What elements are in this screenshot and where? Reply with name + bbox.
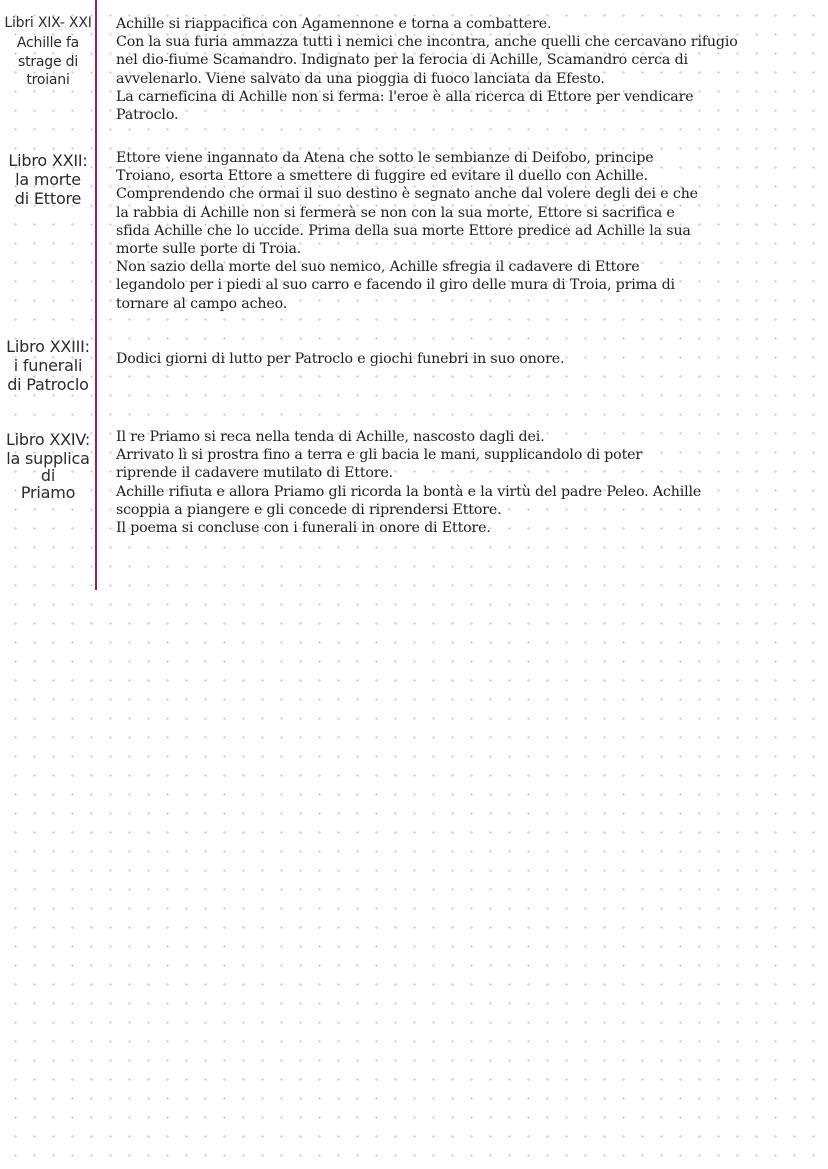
label-line: Libro XXII: (8, 151, 88, 170)
text-line: tornare al campo acheo. (116, 295, 288, 312)
label-line: la supplica (6, 449, 90, 468)
section-text (116, 149, 822, 313)
text-line: La carneficina di Achille non si ferma: l'eroe è alla ricerca di Ettore per vendicare (116, 88, 694, 105)
section-text (116, 428, 822, 537)
label-line: troiani (26, 72, 70, 88)
text-line: Achille si riappacifica con Agamennone e torna a combattere. (116, 16, 552, 32)
label-line: di Ettore (14, 189, 82, 208)
label-line: Libro XXIII: (6, 337, 90, 356)
text-line: Il poema si concluse con i funerali in onore di Ettore. (116, 520, 491, 537)
text-line: legandolo per i piedi al suo carro e facendo il giro delle mura di Troia, prima di (116, 277, 675, 294)
text-line: la rabbia di Achille non si fermerà se non con la sua morte, Ettore si sacrifica e (116, 204, 675, 221)
text-line: Non sazio della morte del suo nemico, Achille sfregia il cadavere di Ettore (116, 259, 640, 276)
label-line: la morte (15, 170, 81, 189)
section-label (2, 14, 94, 89)
label-line: Achille fa (16, 35, 80, 51)
text-line: riprende il cadavere mutilato di Ettore. (116, 465, 394, 482)
label-line: Libri XIX- XXI (4, 15, 92, 31)
section-text (116, 350, 822, 368)
text-line: Dodici giorni di lutto per Patroclo e giochi funebri in suo onore. (116, 351, 565, 367)
text-line: Con la sua furia ammazza tutti i nemici che incontra, anche quelli che cercavano rifugio (116, 34, 738, 51)
text-line: Il re Priamo si reca nella tenda di Achille, nascosto dagli dei. (116, 429, 545, 445)
text-line: nel dio-fiume Scamandro. Indignato per la ferocia di Achille, Scamandro cerca di (116, 52, 688, 69)
text-line: avvelenarlo. Viene salvato da una pioggia di fuoco lanciata da Efesto. (116, 70, 605, 87)
text-line: sfida Achille che lo uccide. Prima della sua morte Ettore predice ad Achille la sua (116, 222, 691, 239)
section-label (2, 337, 94, 394)
label-line: i funerali (13, 356, 83, 375)
label-line: Libro XXIV: (5, 430, 91, 449)
section-label (2, 151, 94, 208)
text-line: scoppia a piangere e gli concede di riprendersi Ettore. (116, 501, 502, 518)
text-line: Troiano, esorta Ettore a smettere di fuggire ed evitare il duello con Achille. (116, 168, 649, 185)
label-line: di (40, 466, 56, 485)
margin-line (95, 0, 97, 590)
text-line: morte sulle porte di Troia. (116, 241, 302, 258)
text-line: Arrivato lì si prostra fino a terra e gli bacia le mani, supplicandolo di poter (116, 447, 643, 464)
label-line: Priamo (20, 483, 76, 502)
text-line: Patroclo. (116, 107, 179, 124)
text-line: Ettore viene ingannato da Atena che sotto le sembianze di Deifobo, principe (116, 150, 654, 166)
section-label (2, 430, 94, 502)
text-line: Achille rifiuta e allora Priamo gli ricorda la bontà e la virtù del padre Peleo. Achille (116, 483, 702, 500)
label-line: strage di (17, 54, 79, 70)
label-line: di Patroclo (7, 375, 89, 394)
section-text (116, 15, 822, 124)
text-line: Comprendendo che ormai il suo destino è segnato anche dal volere degli dei e che (116, 186, 698, 203)
